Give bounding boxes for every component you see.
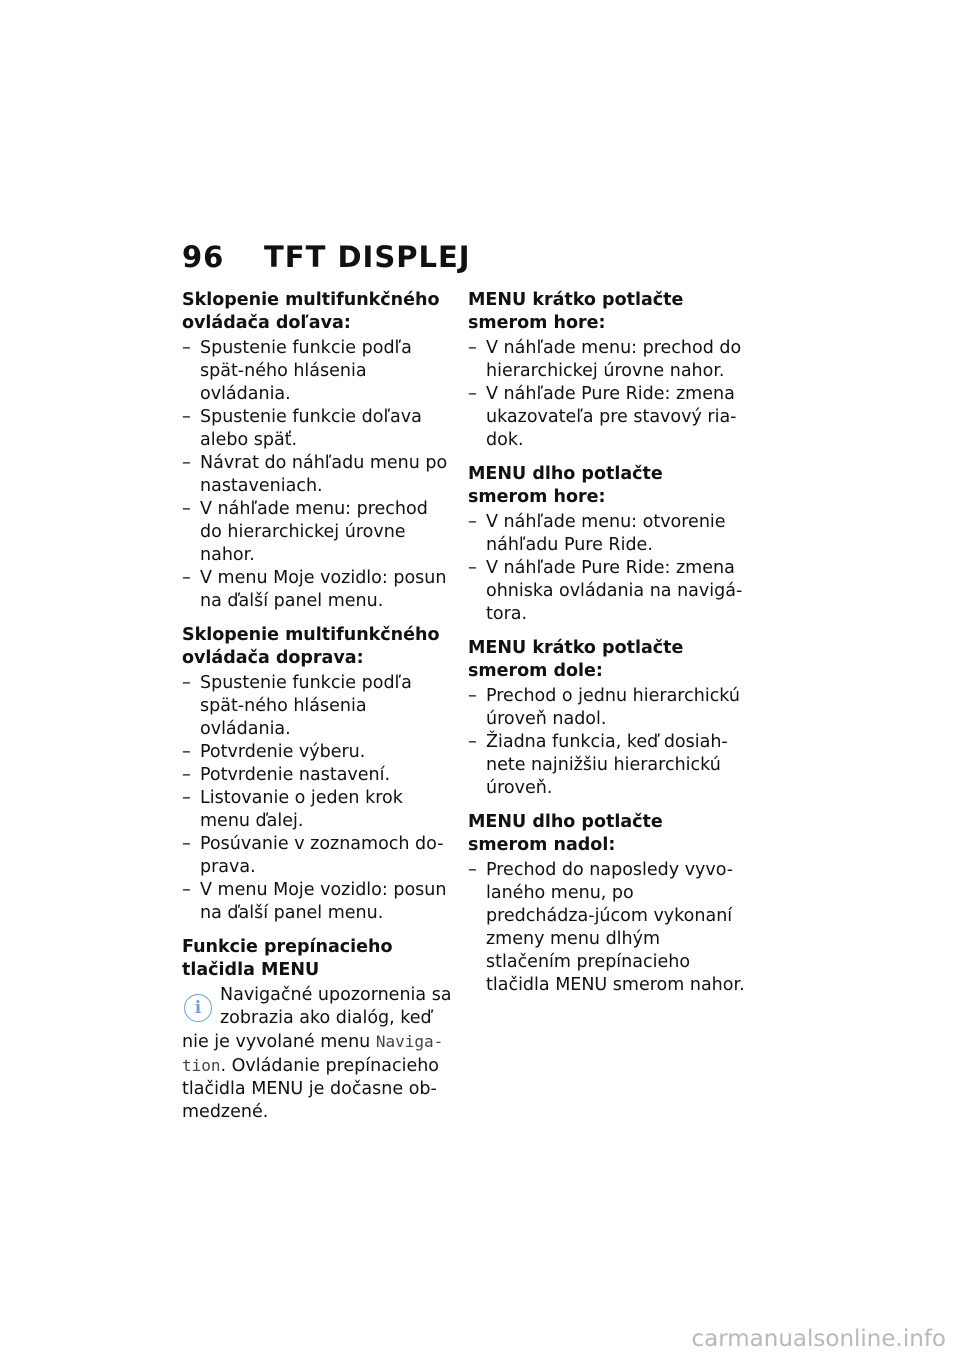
- list-item: – Listovanie o jeden krok menu ďalej.: [182, 787, 454, 833]
- list-item: – Návrat do náhľadu menu po nastaveniach.: [182, 452, 454, 498]
- bullet-list: [468, 511, 746, 626]
- section-heading: MENU krátko potlačte smerom hore:: [468, 290, 684, 333]
- list-item: – Prechod o jednu hierarchickú úroveň nadol.: [468, 685, 746, 731]
- right-column: [468, 289, 746, 1008]
- section-heading: MENU dlho potlačte smerom nadol:: [468, 812, 663, 855]
- section-heading: Sklopenie multifunkčného ovládača doprava:: [182, 625, 440, 668]
- note-text: . Ovládanie prepínacieho tlačidla MENU je dočasne ob-medzené.: [182, 1056, 440, 1122]
- section-heading: MENU dlho potlačte smerom hore:: [468, 464, 663, 507]
- note-text: Navigačné upozornenia sa zobrazia ako dialóg, keď nie je vyvolané menu: [182, 985, 452, 1052]
- list-item: – V náhľade menu: otvorenie náhľadu Pure Ride.: [468, 511, 746, 557]
- list-item: – Spustenie funkcie podľa spät-ného hlásenia ovládania.: [182, 672, 454, 741]
- chapter-title: TFT DISPLEJ: [264, 240, 471, 274]
- list-item: – Potvrdenie výberu.: [182, 741, 454, 764]
- section-heading: Sklopenie multifunkčného ovládača doľava:: [182, 290, 440, 333]
- list-item: – V náhľade Pure Ride: zmena ohniska ovládania na navigá-tora.: [468, 557, 746, 626]
- left-column: [182, 289, 454, 1124]
- bullet-list: [468, 685, 746, 800]
- list-item: – Žiadna funkcia, keď dosiah-nete najnižšiu hierarchickú úroveň.: [468, 731, 746, 800]
- bullet-list: [468, 859, 746, 997]
- bullet-list: [468, 337, 746, 452]
- list-item: – Posúvanie v zoznamoch do-prava.: [182, 833, 454, 879]
- watermark: carmanualsonline.info: [691, 1326, 946, 1352]
- bullet-list: [182, 337, 454, 613]
- list-item: – Spustenie funkcie doľava alebo späť.: [182, 406, 454, 452]
- list-item: – V menu Moje vozidlo: posun na ďalší panel menu.: [182, 879, 454, 925]
- list-item: – V náhľade menu: prechod do hierarchickej úrovne nahor.: [182, 498, 454, 567]
- bullet-list: [182, 672, 454, 925]
- page-number: 96: [182, 240, 225, 274]
- section-heading: Funkcie prepínacieho tlačidla MENU: [182, 937, 393, 980]
- list-item: – Prechod do naposledy vyvo-laného menu, po predchádza-júcom vykonaní zmeny menu dlhým stlačením prepínacieho tlačidla MENU smerom nahor.: [468, 859, 746, 997]
- info-note: [182, 984, 454, 1124]
- section-heading: MENU krátko potlačte smerom dole:: [468, 638, 684, 681]
- list-item: – Potvrdenie nastavení.: [182, 764, 454, 787]
- page-title: [182, 240, 471, 274]
- list-item: – V menu Moje vozidlo: posun na ďalší panel menu.: [182, 567, 454, 613]
- info-icon: i: [184, 994, 212, 1022]
- list-item: – V náhľade Pure Ride: zmena ukazovateľa pre stavový ria-dok.: [468, 383, 746, 452]
- list-item: – V náhľade menu: prechod do hierarchickej úrovne nahor.: [468, 337, 746, 383]
- list-item: – Spustenie funkcie podľa spät-ného hlásenia ovládania.: [182, 337, 454, 406]
- note-code: Naviga-tion: [182, 1032, 444, 1075]
